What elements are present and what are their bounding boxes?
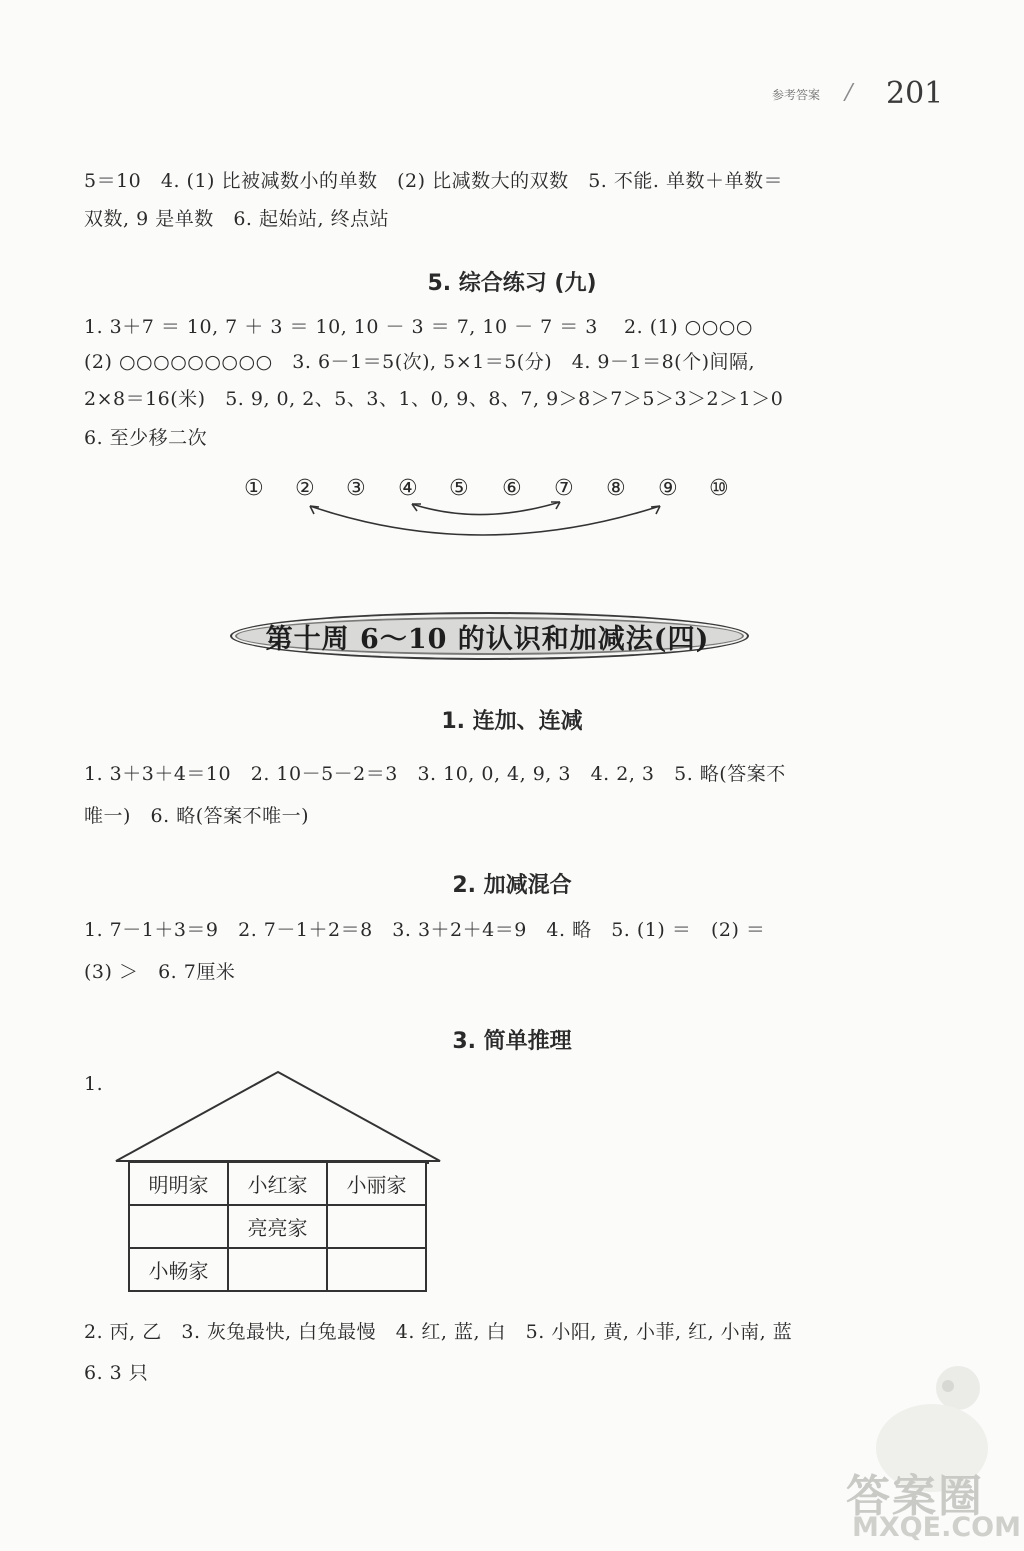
lesson1-heading: 1. 连加、连减: [441, 709, 583, 734]
circle-8: ⑧: [606, 476, 626, 501]
intro-line-1: 5＝10 4. (1) 比被减数小的单数 (2) 比减数大的双数 5. 不能. 单数＋单数＝: [84, 170, 783, 192]
lesson1-line-2: 唯一) 6. 略(答案不唯一): [84, 805, 310, 827]
running-header-slash: /: [842, 80, 856, 105]
house-cell: 亮亮家: [228, 1205, 327, 1248]
swap-arrows: [290, 494, 680, 544]
circle-7: ⑦: [554, 476, 574, 501]
week-banner-title: 第十周 6～10 的认识和加减法(四): [265, 624, 710, 655]
lesson3-q1-label: 1.: [84, 1073, 104, 1095]
circle-10: ⑩: [709, 476, 729, 501]
circle-9: ⑨: [658, 476, 678, 501]
section-heading-9: 5. 综合练习 (九): [427, 271, 597, 296]
watermark-text: 答案圈: [846, 1471, 984, 1522]
circle-3: ③: [346, 476, 366, 501]
circle-6: ⑥: [502, 476, 522, 501]
house-cell: [327, 1248, 426, 1291]
lesson2-heading: 2. 加减混合: [452, 873, 572, 898]
intro-line-2: 双数, 9 是单数 6. 起始站, 终点站: [84, 208, 390, 230]
section9-line-2: (2) ○○○○○○○○○ 3. 6－1＝5(次), 5×1＝5(分) 4. 9－1＝8(个)间隔,: [84, 351, 756, 373]
circle-5: ⑤: [449, 476, 469, 501]
watermark-domain: MXQE.COM: [852, 1512, 1021, 1543]
lesson2-line-1: 1. 7－1＋3＝9 2. 7－1＋2＝8 3. 3＋2＋4＝9 4. 略 5. (1) ＝ (2) ＝: [84, 919, 766, 941]
section9-line-4: 6. 至少移二次: [84, 427, 208, 449]
lesson1-line-1: 1. 3＋3＋4＝10 2. 10－5－2＝3 3. 10, 0, 4, 9, 3 4. 2, 3 5. 略(答案不: [84, 763, 786, 785]
house-cell: 小畅家: [129, 1248, 228, 1291]
house-cell: [228, 1248, 327, 1291]
circle-1: ①: [244, 476, 264, 501]
page-number: 201: [886, 76, 944, 111]
lesson3-heading: 3. 简单推理: [452, 1029, 572, 1054]
circle-2: ②: [295, 476, 315, 501]
house-cell: [327, 1205, 426, 1248]
house-grid: [128, 1161, 427, 1292]
watermark-logo: [840, 1346, 1024, 1547]
section9-line-1: 1. 3＋7 ＝ 10, 7 ＋ 3 ＝ 10, 10 － 3 ＝ 7, 10 － 7 ＝ 3 2. (1) ○○○○: [84, 316, 753, 338]
lesson3-line-2: 6. 3 只: [84, 1362, 149, 1384]
lesson2-line-2: (3) ＞ 6. 7厘米: [84, 961, 236, 983]
house-cell: [129, 1205, 228, 1248]
circle-4: ④: [398, 476, 418, 501]
lesson3-line-1: 2. 丙, 乙 3. 灰兔最快, 白兔最慢 4. 红, 蓝, 白 5. 小阳, 黄, 小菲, 红, 小南, 蓝: [84, 1321, 793, 1343]
section9-line-3: 2×8＝16(米) 5. 9, 0, 2、5、3、1、0, 9、8、7, 9＞8＞7＞5＞3＞2＞1＞0: [84, 388, 784, 410]
house-cell: 小红家: [228, 1162, 327, 1205]
running-header-label: 参考答案: [772, 88, 821, 102]
house-cell: 小丽家: [327, 1162, 426, 1205]
house-cell: 明明家: [129, 1162, 228, 1205]
house-roof: [112, 1068, 444, 1164]
